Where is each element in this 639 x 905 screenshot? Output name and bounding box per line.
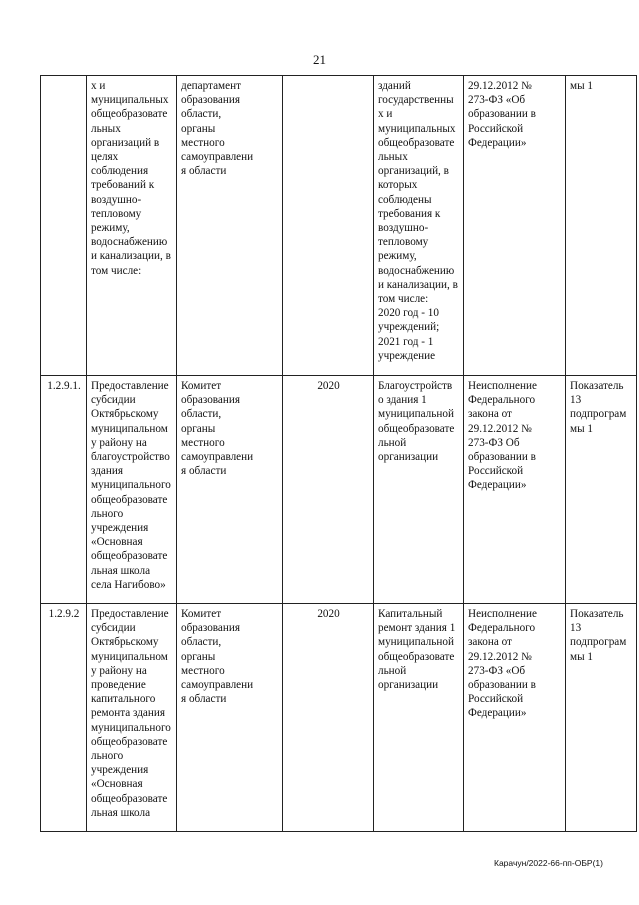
result-cell: Благоустройств о здания 1 муниципальной общеобразовате льной организации — [374, 376, 464, 604]
consequences-cell: 29.12.2012 № 273-ФЗ «Об образовании в Российской Федерации» — [464, 76, 566, 376]
event-cell: х и муниципальных общеобразовате льных организаций в целях соблюдения требований к воздушно- тепловому режиму, водоснабжению и канализации, в том числе: — [87, 76, 177, 376]
year-cell: 2020 — [283, 604, 374, 832]
program-table — [40, 75, 637, 832]
table-row — [41, 604, 637, 832]
table-row — [41, 76, 637, 376]
document-registration-code: Карачун/2022-66-пп-ОБР(1) — [494, 858, 603, 868]
row-number-cell: 1.2.9.2 — [41, 604, 87, 832]
executor-cell: департамент образования области, органы местного самоуправлени я области — [177, 76, 283, 376]
row-number-cell — [41, 76, 87, 376]
indicator-cell: Показатель 13 подпрограм мы 1 — [566, 604, 637, 832]
indicator-cell: мы 1 — [566, 76, 637, 376]
table-row — [41, 376, 637, 604]
consequences-cell: Неисполнение Федерального закона от 29.12.2012 № 273-ФЗ «Об образовании в Российской Федерации» — [464, 604, 566, 832]
year-cell — [283, 76, 374, 376]
event-cell: Предоставление субсидии Октябрьскому муниципальном у району на проведение капитального ремонта здания муниципального общеобразовате льного учреждения «Основная общеобразовате льная школа — [87, 604, 177, 832]
executor-cell: Комитет образования области, органы местного самоуправлени я области — [177, 604, 283, 832]
result-cell: зданий государственны х и муниципальных общеобразовате льных организаций, в которых соблюдены требования к воздушно- тепловому режиму, водоснабжению и канализации, в том числе: 2020 год - 10 учреждений; 2021 год - 1 учреждение — [374, 76, 464, 376]
year-cell: 2020 — [283, 376, 374, 604]
executor-cell: Комитет образования области, органы местного самоуправлени я области — [177, 376, 283, 604]
page-number: 21 — [313, 52, 326, 67]
indicator-cell: Показатель 13 подпрограм мы 1 — [566, 376, 637, 604]
event-cell: Предоставление субсидии Октябрьскому муниципальном у району на благоустройство здания муниципального общеобразовате льного учреждения «Основная общеобразовате льная школа села Нагибово» — [87, 376, 177, 604]
consequences-cell: Неисполнение Федерального закона от 29.12.2012 № 273-ФЗ Об образовании в Российской Федерации» — [464, 376, 566, 604]
row-number-cell: 1.2.9.1. — [41, 376, 87, 604]
result-cell: Капитальный ремонт здания 1 муниципальной общеобразовате льной организации — [374, 604, 464, 832]
